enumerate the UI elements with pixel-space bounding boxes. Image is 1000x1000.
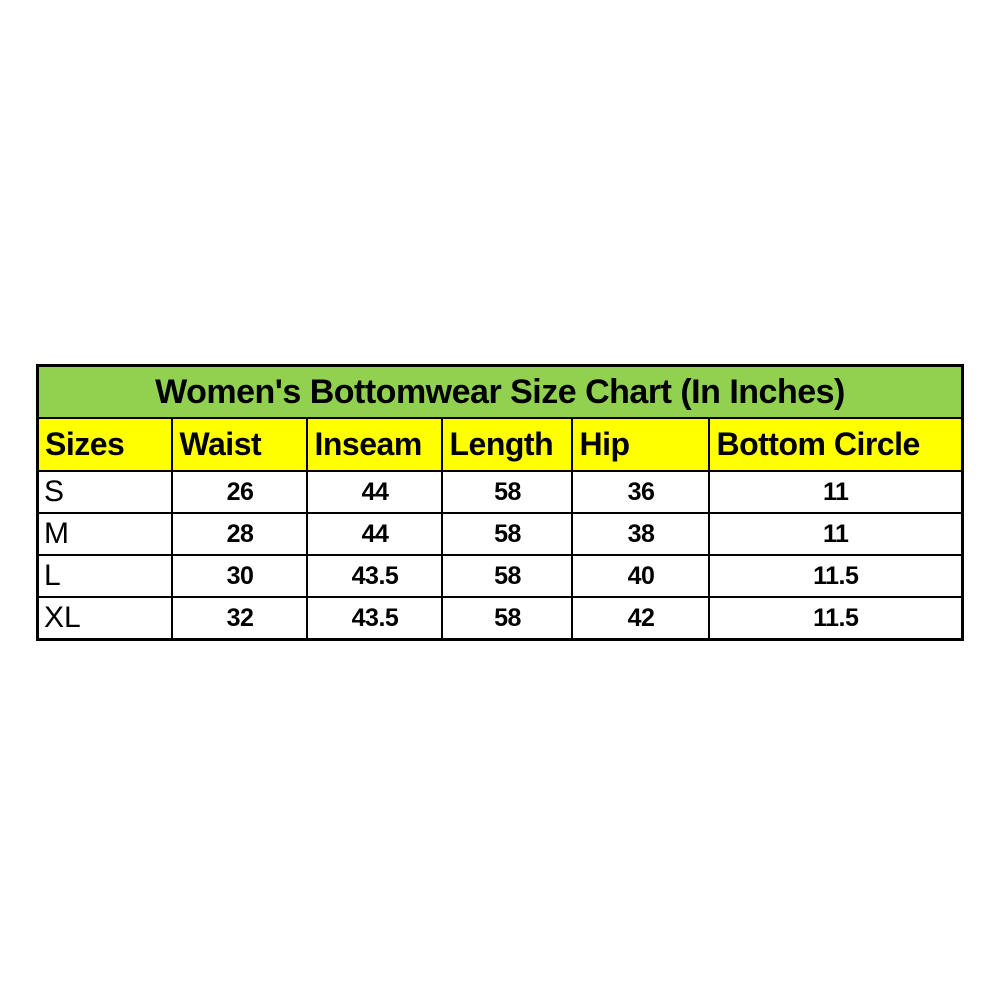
column-header: Hip — [572, 418, 709, 471]
measurement-cell: 58 — [442, 555, 572, 597]
measurement-cell: 58 — [442, 597, 572, 640]
measurement-cell: 11 — [709, 471, 962, 513]
measurement-cell: 58 — [442, 513, 572, 555]
measurement-cell: 40 — [572, 555, 709, 597]
measurement-cell: 26 — [172, 471, 307, 513]
size-label-cell: M — [37, 513, 172, 555]
measurement-cell: 43.5 — [307, 597, 442, 640]
measurement-cell: 30 — [172, 555, 307, 597]
measurement-cell: 11 — [709, 513, 962, 555]
table-row — [37, 513, 962, 555]
table-title: Women's Bottomwear Size Chart (In Inches) — [37, 366, 962, 419]
column-header: Bottom Circle — [709, 418, 962, 471]
measurement-cell: 11.5 — [709, 555, 962, 597]
measurement-cell: 44 — [307, 513, 442, 555]
measurement-cell: 58 — [442, 471, 572, 513]
column-header: Waist — [172, 418, 307, 471]
page — [0, 364, 1000, 1000]
table-header-row — [37, 418, 962, 471]
measurement-cell: 11.5 — [709, 597, 962, 640]
column-header: Length — [442, 418, 572, 471]
table-body — [37, 471, 962, 640]
size-label-cell: S — [37, 471, 172, 513]
table-row — [37, 555, 962, 597]
column-header: Sizes — [37, 418, 172, 471]
table-row — [37, 471, 962, 513]
table-title-row — [37, 366, 962, 419]
size-chart-table — [36, 364, 964, 641]
measurement-cell: 38 — [572, 513, 709, 555]
measurement-cell: 44 — [307, 471, 442, 513]
measurement-cell: 28 — [172, 513, 307, 555]
measurement-cell: 32 — [172, 597, 307, 640]
measurement-cell: 43.5 — [307, 555, 442, 597]
measurement-cell: 42 — [572, 597, 709, 640]
column-header: Inseam — [307, 418, 442, 471]
table-row — [37, 597, 962, 640]
measurement-cell: 36 — [572, 471, 709, 513]
size-label-cell: L — [37, 555, 172, 597]
size-label-cell: XL — [37, 597, 172, 640]
